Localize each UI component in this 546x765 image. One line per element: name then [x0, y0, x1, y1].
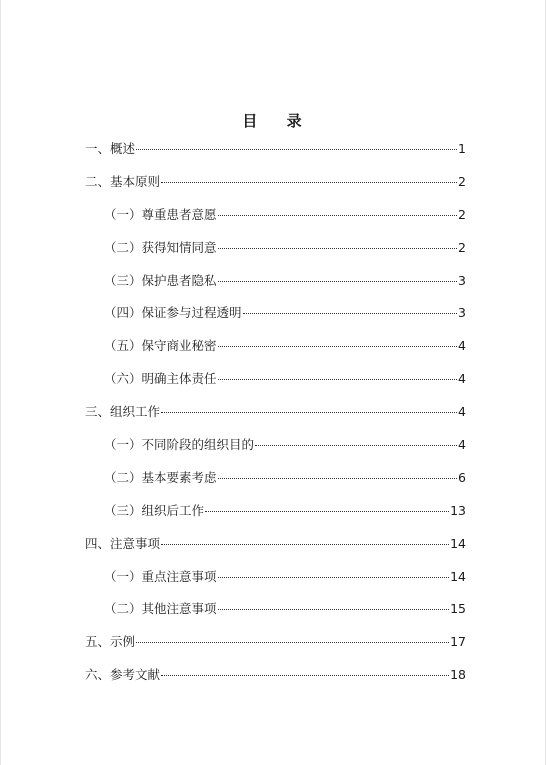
toc-entry-page-number: 14	[450, 535, 466, 551]
toc-entry[interactable]	[85, 271, 466, 304]
toc-dot-leader	[218, 248, 458, 249]
toc-dot-leader	[218, 346, 458, 347]
toc-dot-leader	[205, 511, 449, 512]
toc-entry[interactable]	[85, 205, 466, 238]
toc-entry[interactable]	[85, 369, 466, 402]
toc-dot-leader	[218, 478, 458, 479]
toc-entry[interactable]	[85, 501, 466, 534]
toc-dot-leader	[243, 313, 458, 314]
toc-entry[interactable]	[85, 303, 466, 336]
toc-entry-label: （三）组织后工作	[104, 502, 205, 518]
toc-entry-page-number: 2	[458, 206, 466, 222]
toc-entry-page-number: 15	[450, 601, 466, 617]
toc-entry[interactable]	[85, 435, 466, 468]
toc-dot-leader	[161, 675, 449, 676]
toc-entry-page-number: 4	[458, 437, 466, 453]
toc-entry-label: 三、组织工作	[85, 404, 161, 420]
toc-entry-page-number: 6	[458, 469, 466, 485]
toc-entry-label: （二）获得知情同意	[104, 239, 217, 255]
toc-entry-page-number: 17	[450, 634, 466, 650]
toc-entry-page-number: 1	[458, 141, 466, 156]
toc-entry[interactable]	[85, 172, 466, 205]
toc-entry-label: （二）其他注意事项	[104, 601, 217, 617]
toc-entry-page-number: 13	[450, 502, 466, 518]
toc-entry-page-number: 3	[458, 305, 466, 321]
toc-entry-page-number: 2	[458, 239, 466, 255]
toc-entry[interactable]	[85, 599, 466, 632]
toc-dot-leader	[218, 577, 450, 578]
toc-entry[interactable]	[85, 567, 466, 600]
toc-entry[interactable]	[85, 402, 466, 435]
toc-entry-label: 一、概述	[85, 141, 136, 156]
toc-entry-label: 二、基本原则	[85, 173, 161, 189]
toc-entry-page-number: 2	[458, 173, 466, 189]
toc-dot-leader	[218, 609, 450, 610]
toc-entry[interactable]	[85, 665, 466, 698]
toc-entry[interactable]	[85, 139, 466, 172]
toc-dot-leader	[161, 412, 457, 413]
toc-entry-page-number: 4	[458, 371, 466, 387]
toc-dot-leader	[161, 544, 449, 545]
toc-entry-label: （五）保守商业秘密	[104, 338, 217, 354]
toc-entry-page-number: 4	[458, 404, 466, 420]
toc-entry-label: （一）不同阶段的组织目的	[104, 437, 255, 453]
toc-entry-label: （一）尊重患者意愿	[104, 206, 217, 222]
toc-entry[interactable]	[85, 468, 466, 501]
toc-entry-label: （一）重点注意事项	[104, 568, 217, 584]
toc-entry[interactable]	[85, 534, 466, 567]
toc-entry-page-number: 3	[458, 272, 466, 288]
toc-entry-label: 五、示例	[85, 634, 136, 650]
toc-entry-label: （三）保护患者隐私	[104, 272, 217, 288]
table-of-contents	[85, 139, 466, 698]
toc-entry-label: 六、参考文献	[85, 667, 161, 683]
toc-dot-leader	[136, 149, 457, 150]
toc-dot-leader	[218, 281, 458, 282]
toc-entry-label: （六）明确主体责任	[104, 371, 217, 387]
toc-dot-leader	[218, 215, 458, 216]
toc-entry[interactable]	[85, 632, 466, 665]
toc-entry-page-number: 14	[450, 568, 466, 584]
toc-entry-label: （二）基本要素考虑	[104, 469, 217, 485]
toc-dot-leader	[136, 642, 449, 643]
toc-entry[interactable]	[85, 238, 466, 271]
toc-dot-leader	[218, 379, 458, 380]
toc-entry-page-number: 4	[458, 338, 466, 354]
toc-entry-label: 四、注意事项	[85, 535, 161, 551]
toc-entry[interactable]	[85, 336, 466, 369]
toc-dot-leader	[255, 445, 457, 446]
toc-entry-page-number: 18	[450, 667, 466, 683]
toc-entry-label: （四）保证参与过程透明	[104, 305, 242, 321]
toc-dot-leader	[161, 182, 457, 183]
toc-title: 目 录	[242, 112, 314, 130]
